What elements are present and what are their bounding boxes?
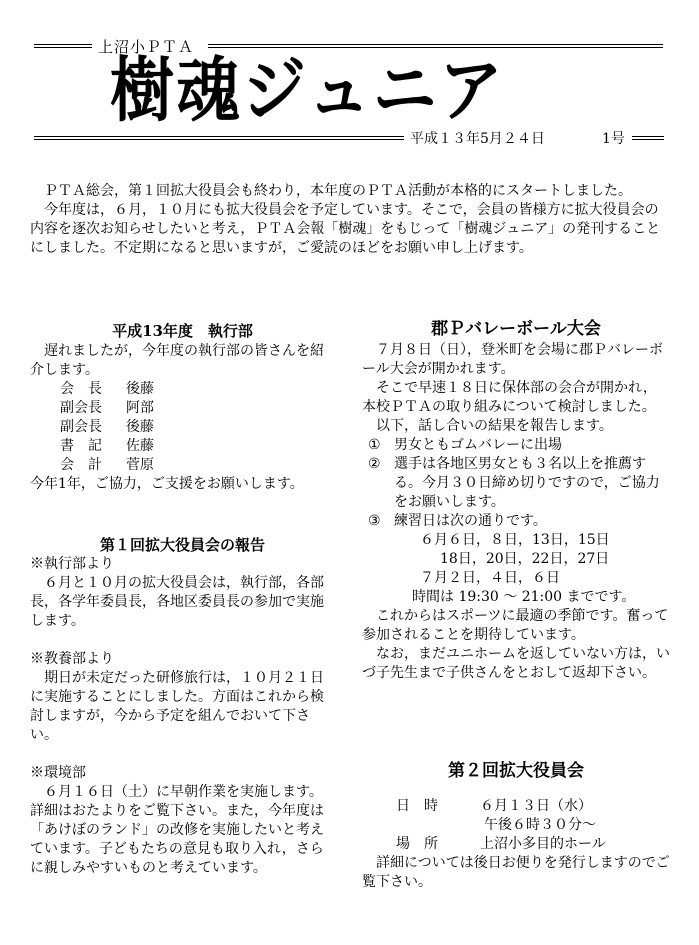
list-mark: ② <box>368 456 381 472</box>
report-text: ６月と１０月の拡大役員会は，執行部，各部長，各学年委員長，各地区委員長の参加で実施します。 <box>30 575 324 629</box>
meeting-date-row <box>362 797 670 816</box>
issue-date: 平成１３年5月２４日 <box>410 131 545 147</box>
meeting-date-label: 日 時 <box>396 798 438 814</box>
list-text: 男女ともゴムバレーに出場 <box>394 437 562 453</box>
meeting-place-label: 場 所 <box>396 836 438 852</box>
volleyball-heading: 郡Ｐバレーボール大会 <box>431 319 601 339</box>
member-role: 会 計 <box>60 457 102 473</box>
meeting-time-value: 午後６時３０分〜 <box>484 817 596 833</box>
member-row <box>60 456 335 475</box>
volleyball-section <box>362 320 670 683</box>
member-name: 後藤 <box>126 419 154 435</box>
report-text: ６月１６日（土）に早朝作業を実施します。詳細はおたよりをご覧下さい。また，今年度は「あけぼのランド」の改修を実施したいと考えています。子どもたちの意見も取り入れ，さらに親しみやすいものと考えています。 <box>30 784 324 876</box>
volleyball-paragraph: 以下，話し合いの結果を報告します。 <box>376 418 613 434</box>
list-item <box>362 455 670 512</box>
member-name: 佐藤 <box>126 438 154 454</box>
list-text: 練習日は次の通りです。 <box>394 513 547 529</box>
practice-time: 時間は 19:30 〜 21:00 までです。 <box>412 589 636 605</box>
masthead-rule-left <box>34 44 92 48</box>
executive-heading: 平成13年度 執行部 <box>112 322 253 340</box>
member-name: 菅原 <box>126 457 154 473</box>
list-text: 選手は各地区男女とも３名以上を推薦する。今月３０日締め切りですので，ご協力をお願いします。 <box>394 456 660 510</box>
member-name: 阿部 <box>126 400 154 416</box>
list-mark: ① <box>368 437 381 453</box>
meeting-place-value: 上沼小多目的ホール <box>480 836 606 852</box>
executive-intro: 遅れましたが，今年度の執行部の皆さんを紹介します。 <box>30 343 324 378</box>
report-label: ※環境部 <box>30 765 86 781</box>
masthead-rule-right <box>208 44 663 48</box>
member-role: 副会長 <box>60 419 102 435</box>
issue-rule-right <box>632 136 664 140</box>
issue-rule-left <box>34 136 404 140</box>
masthead-title: 樹魂ジュニア <box>110 50 505 132</box>
intro-paragraph: 今年度は，６月，１０月にも拡大役員会を予定しています。そこで，会員の皆様方に拡大役員会の内容を逐次お知らせしたいと考え，ＰＴＡ会報「樹魂」をもじって「樹魂ジュニア」の発刊することにしました。不定期になると思いますが，ご愛読のほどをお願い申し上げます。 <box>30 202 661 256</box>
member-row <box>60 380 335 399</box>
meeting-note: 詳細については後日お便りを発行しますのでご覧下さい。 <box>362 855 670 890</box>
list-mark: ③ <box>368 513 381 529</box>
member-row <box>60 399 335 418</box>
member-row <box>60 418 335 437</box>
volleyball-paragraph: ７月８日（日），登米町を会場に郡Ｐバレーボール大会が開かれます。 <box>362 342 663 377</box>
intro-paragraph: ＰＴＡ総会，第１回拡大役員会も終わり，本年度のＰＴＡ活動が本格的にスタートしました。 <box>44 183 632 199</box>
report-text: 期日が未定だった研修旅行は，１０月２１日に実施することにしました。方面はこれから検討しますが，今から予定を組んでおいて下さい。 <box>30 670 324 743</box>
member-name: 後藤 <box>126 381 154 397</box>
member-role: 書 記 <box>60 438 102 454</box>
meeting-place-row <box>362 835 670 854</box>
masthead-org: 上沼小ＰＴＡ <box>98 38 195 56</box>
report-label: ※教養部より <box>30 651 114 667</box>
list-item <box>362 512 670 531</box>
member-list <box>30 380 335 475</box>
volleyball-paragraph: そこで早速１８日に保体部の会合が開かれ，本校ＰＴＡの取り組みについて検討しました。 <box>362 380 657 415</box>
member-row <box>60 437 335 456</box>
intro-block <box>30 182 670 258</box>
volleyball-paragraph: これからはスポーツに最適の季節です。奮って参加されることを期待しています。 <box>362 608 669 643</box>
member-role: 会 長 <box>60 381 102 397</box>
report-label: ※執行部より <box>30 556 114 572</box>
meeting-date-value: ６月１３日（水） <box>480 798 592 814</box>
volleyball-paragraph: なお，まだユニホームを返していない方は，いづ子先生まで子供さんをとおして返却下さい。 <box>362 646 670 681</box>
report-section <box>30 536 335 878</box>
practice-date-line: ７月２日，４日，６日 <box>420 570 560 586</box>
next-meeting-heading: 第２回拡大役員会 <box>448 761 584 781</box>
next-meeting-section <box>362 762 670 892</box>
list-item <box>362 436 670 455</box>
report-heading: 第１回拡大役員会の報告 <box>99 536 265 554</box>
issue-number: 1号 <box>602 131 625 147</box>
executive-closing: 今年1年，ご協力，ご支援をお願いします。 <box>30 476 304 492</box>
executive-section <box>30 322 335 494</box>
practice-date-line: ６月６日，８日，13日，15日 <box>420 532 610 548</box>
member-role: 副会長 <box>60 400 102 416</box>
practice-date-line: 18日，20日，22日，27日 <box>440 551 610 567</box>
